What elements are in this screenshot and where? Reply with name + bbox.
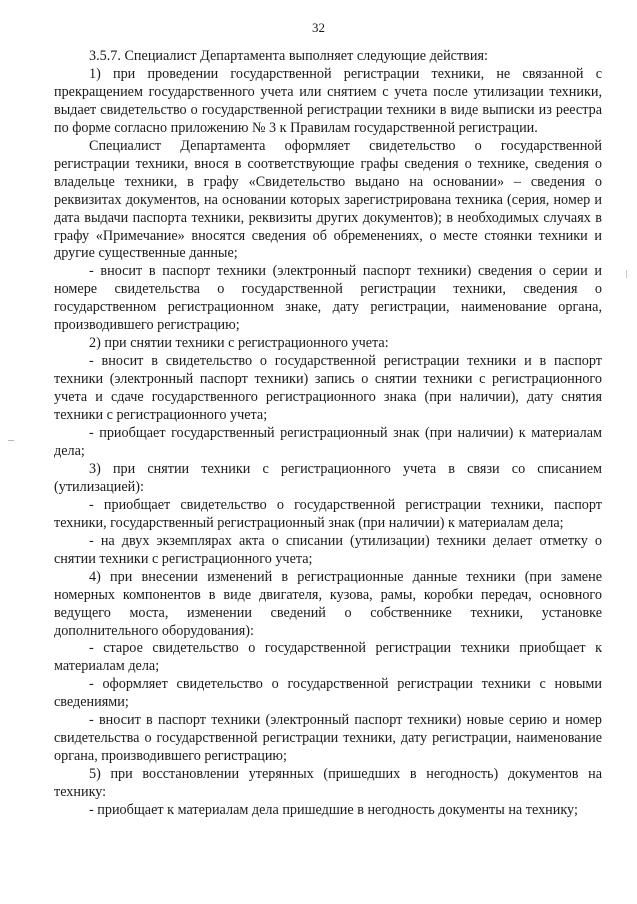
paragraph-item-1: 1) при проведении государственной регистрации техники, не связанной с прекращением государственного учета или снятием с учета после утилизации техники, выдает свидетельство о государственной регистрации техники в виде выписки из реестра по форме согласно приложению № 3 к Правилам государственной регистрации. xyxy=(54,65,602,136)
scan-edge-mark xyxy=(626,270,627,278)
paragraph-write-off-act: - на двух экземплярах акта о списании (утилизации) техники делает отметку о снятии техники с регистрационного учета; xyxy=(54,532,602,567)
paragraph-new-passport-entry: - вносит в паспорт техники (электронный паспорт техники) новые серию и номер свидетельства о государственной регистрации техники, дату регистрации, наименование органа, производившего регистрацию; xyxy=(54,712,602,765)
paragraph-item-4: 4) при внесении изменений в регистрационные данные техники (при замене номерных компонентов в виде двигателя, кузова, рамы, коробки передач, основного ведущего моста, изменении сведений о собственнике техники, установке дополнительного оборудования): xyxy=(54,568,602,639)
paragraph-certificate-registration: Специалист Департамента оформляет свидетельство о государственной регистрации техники, внося в соответствующие графы сведения о технике, сведения о владельце техники, в графу «Свидетельство выдано на основании» – сведения о реквизитах документов, на основании которых зарегистрирована техника (серия, номер и дата выдачи паспорта техники, реквизиты других документов); в необходимых случаях в графу «Примечание» вносятся сведения об обременениях, о месте стоянки техники и другие существенные данные; xyxy=(54,137,602,262)
document-body xyxy=(54,48,602,820)
paragraph-attach-plate: - приобщает государственный регистрационный знак (при наличии) к материалам дела; xyxy=(54,425,602,459)
paragraph-item-2: 2) при снятии техники с регистрационного учета: xyxy=(89,335,389,352)
paragraph-attach-damaged-documents: - приобщает к материалам дела пришедшие в негодность документы на технику; xyxy=(89,802,578,819)
paragraph-section-3-5-7: 3.5.7. Специалист Департамента выполняет следующие действия: xyxy=(89,48,488,64)
paragraph-item-3: 3) при снятии техники с регистрационного учета в связи со списанием (утилизацией): xyxy=(54,460,602,495)
paragraph-deregistration-entry: - вносит в свидетельство о государственной регистрации техники и в паспорт техники (электронный паспорт техники) запись о снятии техники с регистрационного учета и сдаче государственного регистрационного знака (при наличии), дату снятия техники с регистрационного учета; xyxy=(54,353,602,424)
paragraph-old-certificate: - старое свидетельство о государственной регистрации техники приобщает к материалам дела; xyxy=(54,640,602,675)
page-number: 32 xyxy=(312,20,325,35)
scan-margin-mark xyxy=(8,440,14,441)
paragraph-passport-entry: - вносит в паспорт техники (электронный паспорт техники) сведения о серии и номере свидетельства о государственной регистрации техники, сведения о государственном регистрационном знаке, дату регистрации, наименование органа, производившего регистрацию; xyxy=(54,263,602,334)
paragraph-new-certificate: - оформляет свидетельство о государственной регистрации техники с новыми сведениями; xyxy=(54,676,602,711)
paragraph-item-5: 5) при восстановлении утерянных (пришедших в негодность) документов на технику: xyxy=(54,766,602,801)
paragraph-attach-documents: - приобщает свидетельство о государственной регистрации техники, паспорт техники, государственный регистрационный знак (при наличии) к материалам дела; xyxy=(54,496,602,531)
